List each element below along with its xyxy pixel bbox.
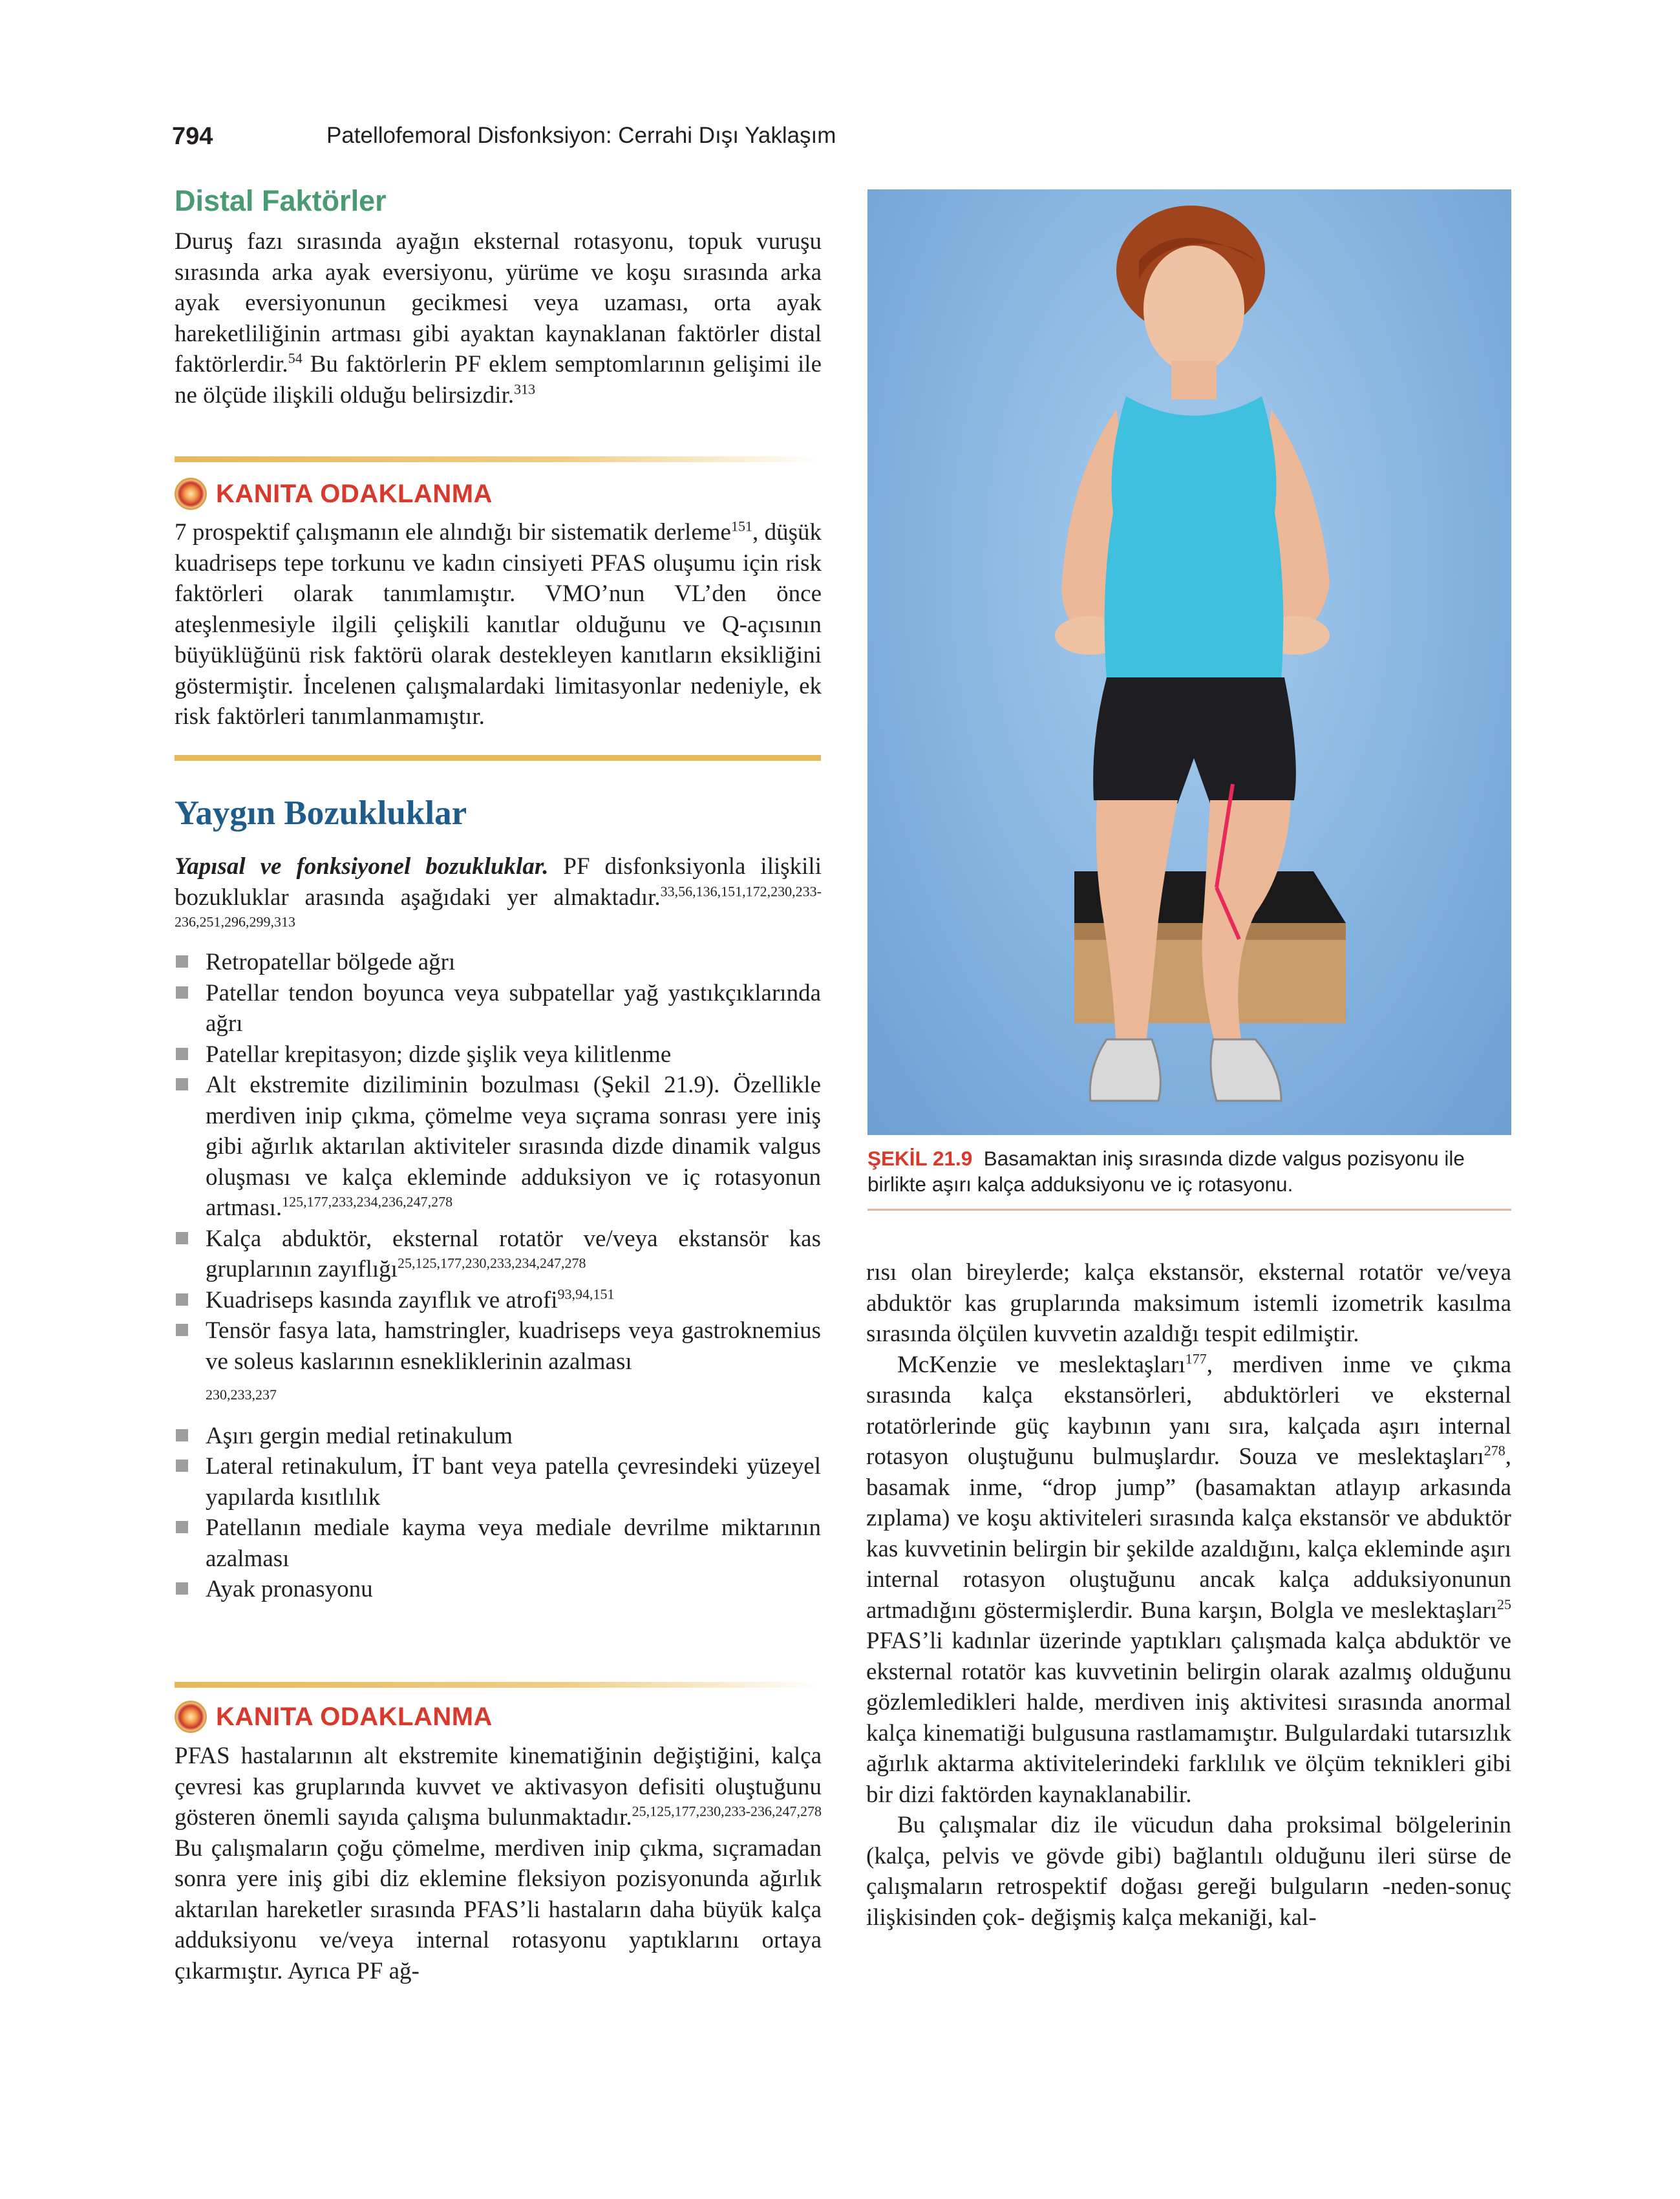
evidence-focus-icon xyxy=(175,478,207,510)
evidence-box-header xyxy=(175,1699,493,1735)
citation: 93,94,151 xyxy=(557,1286,615,1302)
evidence-text-a: PFAS hastalarının alt ekstremite kinematiğinin değiştiğini, kalça çevresi kas gruplarında kuvvet ve aktivasyon defisiti oluştuğunu gösteren önemli sayıda çalışma bulunmaktadır. xyxy=(175,1743,822,1831)
list-item: Patellanın mediale kayma veya mediale devrilme miktarının azalması xyxy=(175,1513,821,1574)
bullet-square-icon xyxy=(176,1429,188,1441)
section-heading-distal: Distal Faktörler xyxy=(175,184,387,217)
bullet-square-icon xyxy=(176,1324,188,1336)
evidence-text-b: , düşük kuadriseps tepe torkunu ve kadın cinsiyeti PFAS oluşumu için risk faktörleri olarak tanımlamıştır. VMO’nun VL’den önce ateşlenmesiyle ilgili çelişkili kanıtlar olduğunu ve Q-açısının büyüklüğünü risk faktörü olarak destekleyen kanıtların eksikliğini göstermiştir. İncelenen çalışmalardaki limitasyonlar nedeniyle, ek risk faktörleri tanımlanmamıştır. xyxy=(175,519,822,730)
bullet-square-icon xyxy=(176,986,188,999)
intro-text: PF disfonksiyonla ilişkili bozukluklar arasında aşağıdaki yer almaktadır. xyxy=(175,853,822,911)
evidence-box-top-rule xyxy=(175,456,821,462)
distal-text-b: Bu faktörlerin PF eklem semptomlarının gelişimi ile ne ölçüde ilişkili olduğu belirsizdir. xyxy=(175,351,822,409)
caption-rule xyxy=(867,1209,1511,1211)
figure-label: ŞEKİL 21.9 xyxy=(867,1147,973,1170)
evidence-box-top-rule xyxy=(175,1682,821,1688)
citation: 177 xyxy=(1185,1350,1207,1367)
right-column-text xyxy=(866,1257,1511,1933)
evidence-box-header xyxy=(175,476,493,512)
list-item: Kalça abduktör, eksternal rotatör ve/veya ekstansör kas gruplarının zayıflığı$^{25,125,177,230,233,234,247,278}$ xyxy=(175,1224,821,1285)
evidence-box-text xyxy=(175,1741,822,1986)
evidence-text-b: Bu çalışmaların çoğu çömelme, merdiven inip çıkma, sıçramadan sonra yere iniş gibi diz eklemine fleksiyon pozisyonunda ağırlık aktarılan hareketler sırasında PFAS’li hastaların daha büyük kalça adduksiyonu ve/veya internal rotasyonu yaptıklarını ortaya çıkarmıştır. Ayrıca PF ağ- xyxy=(175,1834,822,1984)
citation: 278 xyxy=(1483,1442,1505,1459)
left-shoe xyxy=(1090,1039,1160,1101)
figure-caption-text: Basamaktan iniş sırasında dizde valgus pozisyonu ile birlikte aşırı kalça adduksiyonu ve iç rotasyonu. xyxy=(867,1147,1465,1196)
woman-step-down-illustration xyxy=(867,189,1511,1135)
citation: 25,125,177,230,233,234,247,278 xyxy=(397,1255,586,1271)
section-heading-common-impairments: Yaygın Bozukluklar xyxy=(175,794,467,832)
citation: 33,56,136,151,172,230,233-236,251,296,299,313 xyxy=(175,883,822,930)
citation: 125,177,233,234,236,247,278 xyxy=(282,1193,453,1210)
list-item: Patellar krepitasyon; dizde şişlik veya kilitlenme xyxy=(175,1039,821,1070)
figure-photo xyxy=(867,189,1511,1135)
impairments-intro xyxy=(175,851,822,944)
list-item: Ayak pronasyonu xyxy=(175,1574,821,1605)
paragraph: rısı olan bireylerde; kalça ekstansör, eksternal rotatör ve/veya abduktör kas gruplarında maksimum istemli izometrik kasılma sırasında ölçülen kuvvetin azaldığı tespit edilmiştir. xyxy=(866,1259,1511,1347)
running-title: Patellofemoral Disfonksiyon: Cerrahi Dışı Yaklaşım xyxy=(326,123,836,148)
bullet-square-icon xyxy=(176,955,188,968)
list-item: Aşırı gergin medial retinakulum xyxy=(175,1421,821,1452)
citation: 25 xyxy=(1497,1596,1511,1613)
figure-caption xyxy=(867,1145,1511,1197)
evidence-text-a: 7 prospektif çalışmanın ele alındığı bir sistematik derleme xyxy=(175,519,731,546)
evidence-box-bottom-rule xyxy=(175,755,821,761)
evidence-box-title: KANITA ODAKLANMA xyxy=(216,479,493,508)
distal-paragraph xyxy=(175,226,822,410)
bullet-square-icon xyxy=(176,1078,188,1090)
citation: 25,125,177,230,233-236,247,278 xyxy=(632,1803,822,1820)
bullet-square-icon xyxy=(176,1293,188,1306)
evidence-box-text xyxy=(175,517,822,732)
intro-lead: Yapısal ve fonksiyonel bozukluklar. xyxy=(175,853,549,880)
page-number: 794 xyxy=(172,123,213,150)
list-item: Tensör fasya lata, hamstringler, kuadriseps veya gastroknemius ve soleus kaslarının esnekliklerinin azalması 230,233,237 xyxy=(175,1315,821,1410)
list-item: Lateral retinakulum, İT bant veya patella çevresindeki yüzeyel yapılarda kısıtlılık xyxy=(175,1451,821,1513)
right-shoe xyxy=(1211,1039,1281,1101)
bullet-square-icon xyxy=(176,1582,188,1595)
citation: 151 xyxy=(730,518,752,535)
shorts xyxy=(1093,677,1296,803)
paragraph: Bu çalışmalar diz ile vücudun daha proksimal bölgelerinin (kalça, pelvis ve gövde gibi) bağlantılı olduğunu ileri sürse de çalışmaların retrospektif doğası gereği bulguların -neden-sonuç ilişkisinden çok- değişmiş kalça mekaniği, kal- xyxy=(866,1812,1511,1931)
citation: 54 xyxy=(288,350,303,366)
list-item: Kuadriseps kasında zayıflık ve atrofi$^{93,94,151}$ xyxy=(175,1285,821,1316)
citation: 313 xyxy=(514,381,536,398)
distal-text-a: Duruş fazı sırasında ayağın eksternal rotasyonu, topuk vuruşu sırasında arka ayak eversiyonu, yürüme ve koşu sırasında arka ayak eversiyonunun gecikmesi veya uzaması, orta ayak hareketliliğinin artması gibi ayaktan kaynaklanan faktörler distal faktörlerdir. xyxy=(175,228,822,377)
list-item: Patellar tendon boyunca veya subpatellar yağ yastıkçıklarında ağrı xyxy=(175,978,821,1039)
list-item: Alt ekstremite diziliminin bozulması (Şekil 21.9). Özellikle merdiven inip çıkma, çömelme veya sıçrama sonrası yere iniş gibi ağırlık aktarılan aktiviteler sırasında dizde dinamik valgus oluşması ve kalça ekleminde adduksiyon ve iç rotasyonun artması.$^{125,177,233,234,236,247,278}$ xyxy=(175,1070,821,1224)
evidence-box-title: KANITA ODAKLANMA xyxy=(216,1702,493,1731)
head xyxy=(1143,246,1244,372)
bullet-square-icon xyxy=(176,1048,188,1060)
bullet-square-icon xyxy=(176,1521,188,1533)
paragraph: McKenzie ve meslektaşları$^{177}$, merdiven inme ve çıkma sırasında kalça ekstansörleri, abduktörleri ve eksternal rotatörlerinde güç kaybının yanı sıra, kalçada aşırı internal rotasyon oluştuğunu bulmuşlardır. Souza ve meslektaşları$^{278}$, basamak inme, “drop jump” (basamaktan atlayıp arkasında zıplama) ve koşu aktiviteleri sırasında kalça ekstansör ve abduktör kas kuvvetinin belirgin bir şekilde azaldığını, kalça ekleminde aşırı internal rotasyon oluştuğunu ancak kalça adduksiyonunun artmadığını göstermişlerdir. Buna karşın, Bolgla ve meslektaşları$^{25}$ PFAS’li kadınlar üzerinde yaptıkları çalışmada kalça abduktör ve eksternal rotatör kas kuvvetinin belirgin olarak azalmış olduğunu gözlemledikleri halde, merdiven iniş aktivitesi sırasında anormal kalça kinematiği bulgusuna rastlamamıştır. Bulgulardaki tutarsızlık ağırlık aktarma aktivitelerindeki farklılık ve ölçüm teknikleri gibi bir dizi faktörden kaynaklanabilir. xyxy=(866,1350,1511,1808)
list-item: Retropatellar bölgede ağrı xyxy=(175,947,821,978)
citation: 230,233,237 xyxy=(206,1386,277,1403)
bullet-square-icon xyxy=(176,1460,188,1472)
impairments-list xyxy=(175,947,821,1605)
evidence-focus-icon xyxy=(175,1701,207,1733)
bullet-square-icon xyxy=(176,1232,188,1244)
tank-top xyxy=(1105,396,1284,681)
